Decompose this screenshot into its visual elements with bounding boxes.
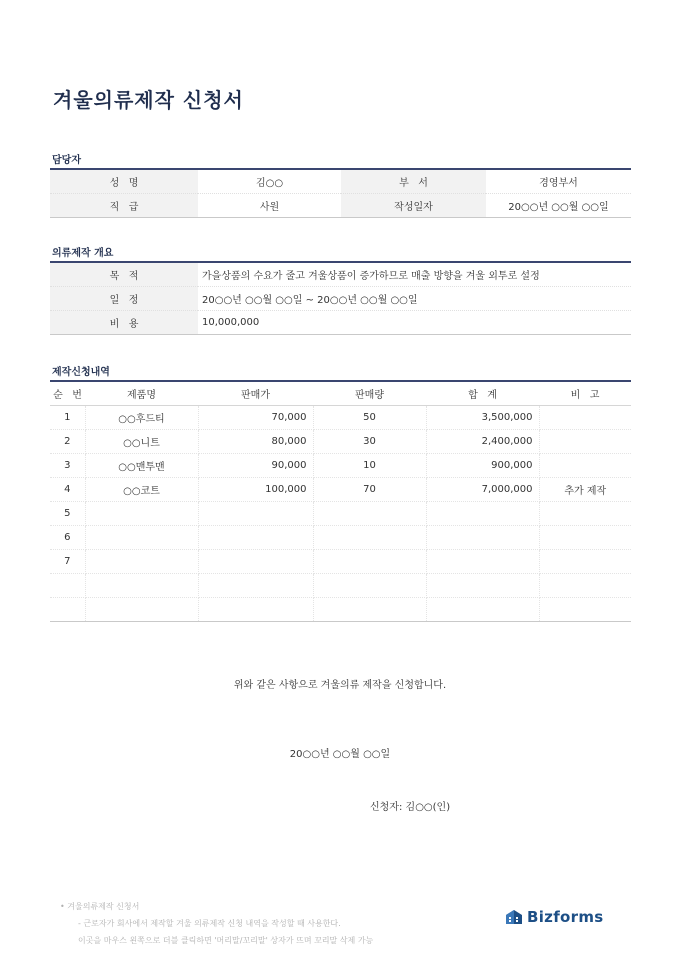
table-row bbox=[50, 453, 631, 477]
name-value[interactable]: 김○○ bbox=[198, 169, 341, 193]
row-product[interactable]: ○○후드티 bbox=[85, 405, 198, 429]
row-qty[interactable] bbox=[313, 573, 426, 597]
row-total[interactable]: 7,000,000 bbox=[426, 477, 539, 501]
write-date-label: 작성일자 bbox=[341, 193, 486, 217]
overview-section-label: 의류제작 개요 bbox=[52, 248, 114, 259]
rank-label: 직 급 bbox=[50, 193, 198, 217]
dept-value[interactable]: 경영부서 bbox=[486, 169, 631, 193]
table-row bbox=[50, 597, 631, 621]
row-price[interactable]: 90,000 bbox=[198, 453, 313, 477]
row-no[interactable]: 3 bbox=[50, 453, 85, 477]
row-no[interactable]: 2 bbox=[50, 429, 85, 453]
row-note[interactable] bbox=[539, 501, 631, 525]
row-product[interactable] bbox=[85, 549, 198, 573]
purpose-value[interactable]: 가을상품의 수요가 줄고 겨울상품이 증가하므로 매출 방향을 겨울 외투로 설정 bbox=[198, 262, 631, 286]
row-total[interactable]: 3,500,000 bbox=[426, 405, 539, 429]
page-title: 겨울의류제작 신청서 bbox=[53, 88, 244, 112]
row-price[interactable] bbox=[198, 501, 313, 525]
cost-value[interactable]: 10,000,000 bbox=[202, 316, 260, 328]
request-section-label: 제작신청내역 bbox=[52, 367, 110, 378]
overview-row-schedule bbox=[50, 286, 631, 310]
header-price: 판매가 bbox=[198, 381, 313, 405]
request-header-row bbox=[50, 381, 631, 405]
logo-text: Bizforms bbox=[527, 908, 604, 926]
row-qty[interactable]: 30 bbox=[313, 429, 426, 453]
cost-label: 비 용 bbox=[50, 310, 198, 334]
row-product[interactable] bbox=[85, 573, 198, 597]
row-note[interactable]: 추가 제작 bbox=[539, 477, 631, 501]
header-qty: 판매량 bbox=[313, 381, 426, 405]
row-product[interactable]: ○○코트 bbox=[85, 477, 198, 501]
row-qty[interactable] bbox=[313, 597, 426, 621]
rank-value[interactable]: 사원 bbox=[259, 201, 280, 213]
schedule-label: 일 정 bbox=[50, 286, 198, 310]
row-total[interactable] bbox=[426, 549, 539, 573]
table-row bbox=[50, 429, 631, 453]
row-qty[interactable] bbox=[313, 525, 426, 549]
header-total: 합 계 bbox=[426, 381, 539, 405]
overview-row-purpose bbox=[50, 262, 631, 286]
row-note[interactable] bbox=[539, 549, 631, 573]
row-price[interactable] bbox=[198, 525, 313, 549]
row-note[interactable] bbox=[539, 525, 631, 549]
applicant-signature[interactable]: 신청자: 김○○(인) bbox=[370, 802, 451, 813]
overview-row-cost bbox=[50, 310, 631, 334]
row-note[interactable] bbox=[539, 597, 631, 621]
row-no[interactable] bbox=[50, 573, 85, 597]
row-no[interactable]: 4 bbox=[50, 477, 85, 501]
row-total[interactable] bbox=[426, 525, 539, 549]
manager-table bbox=[50, 168, 631, 218]
overview-table bbox=[50, 261, 631, 335]
row-qty[interactable]: 70 bbox=[313, 477, 426, 501]
sign-date[interactable]: 20○○년 ○○월 ○○일 bbox=[289, 749, 391, 760]
row-no[interactable] bbox=[50, 597, 85, 621]
row-no[interactable]: 6 bbox=[50, 525, 85, 549]
dept-label: 부 서 bbox=[341, 169, 486, 193]
table-row bbox=[50, 501, 631, 525]
row-note[interactable] bbox=[539, 453, 631, 477]
row-no[interactable]: 1 bbox=[50, 405, 85, 429]
header-no: 순 번 bbox=[50, 381, 85, 405]
request-statement: 위와 같은 사항으로 겨울의류 제작을 신청합니다. bbox=[233, 680, 447, 691]
row-price[interactable] bbox=[198, 549, 313, 573]
row-no[interactable]: 5 bbox=[50, 501, 85, 525]
schedule-value[interactable]: 20○○년 ○○월 ○○일 ~ 20○○년 ○○월 ○○일 bbox=[198, 286, 631, 310]
row-price[interactable] bbox=[198, 573, 313, 597]
table-row bbox=[50, 477, 631, 501]
row-note[interactable] bbox=[539, 573, 631, 597]
row-price[interactable]: 80,000 bbox=[198, 429, 313, 453]
row-price[interactable]: 100,000 bbox=[198, 477, 313, 501]
footer-note[interactable] bbox=[60, 898, 373, 949]
header-note: 비 고 bbox=[539, 381, 631, 405]
row-total[interactable] bbox=[426, 573, 539, 597]
write-date-value[interactable]: 20○○년 ○○월 ○○일 bbox=[508, 201, 609, 213]
table-row bbox=[50, 573, 631, 597]
footer-line-title: • 겨울의류제작 신청서 bbox=[60, 902, 140, 911]
header-product: 제품명 bbox=[85, 381, 198, 405]
table-row bbox=[50, 525, 631, 549]
row-product[interactable] bbox=[85, 501, 198, 525]
name-label: 성 명 bbox=[50, 169, 198, 193]
row-total[interactable]: 900,000 bbox=[426, 453, 539, 477]
row-note[interactable] bbox=[539, 429, 631, 453]
row-total[interactable] bbox=[426, 597, 539, 621]
row-product[interactable]: ○○맨투맨 bbox=[85, 453, 198, 477]
manager-section-label: 담당자 bbox=[52, 155, 81, 166]
row-qty[interactable]: 10 bbox=[313, 453, 426, 477]
request-table bbox=[50, 380, 631, 622]
row-price[interactable]: 70,000 bbox=[198, 405, 313, 429]
row-product[interactable] bbox=[85, 597, 198, 621]
row-no[interactable]: 7 bbox=[50, 549, 85, 573]
row-product[interactable]: ○○니트 bbox=[85, 429, 198, 453]
row-qty[interactable] bbox=[313, 549, 426, 573]
building-icon bbox=[505, 909, 523, 925]
bizforms-logo bbox=[505, 908, 604, 926]
row-note[interactable] bbox=[539, 405, 631, 429]
row-qty[interactable]: 50 bbox=[313, 405, 426, 429]
table-row bbox=[50, 549, 631, 573]
row-total[interactable]: 2,400,000 bbox=[426, 429, 539, 453]
table-row bbox=[50, 405, 631, 429]
row-price[interactable] bbox=[198, 597, 313, 621]
footer-line-desc: - 근로자가 회사에서 제작할 겨울 의류제작 신청 내역을 작성할 때 사용한다. bbox=[78, 919, 341, 928]
purpose-label: 목 적 bbox=[50, 262, 198, 286]
row-product[interactable] bbox=[85, 525, 198, 549]
footer-line-hint: 이곳을 마우스 왼쪽으로 더블 클릭하면 '머리말/꼬리말' 상자가 뜨며 꼬리말 삭제 가능 bbox=[78, 936, 374, 945]
row-qty[interactable] bbox=[313, 501, 426, 525]
row-total[interactable] bbox=[426, 501, 539, 525]
